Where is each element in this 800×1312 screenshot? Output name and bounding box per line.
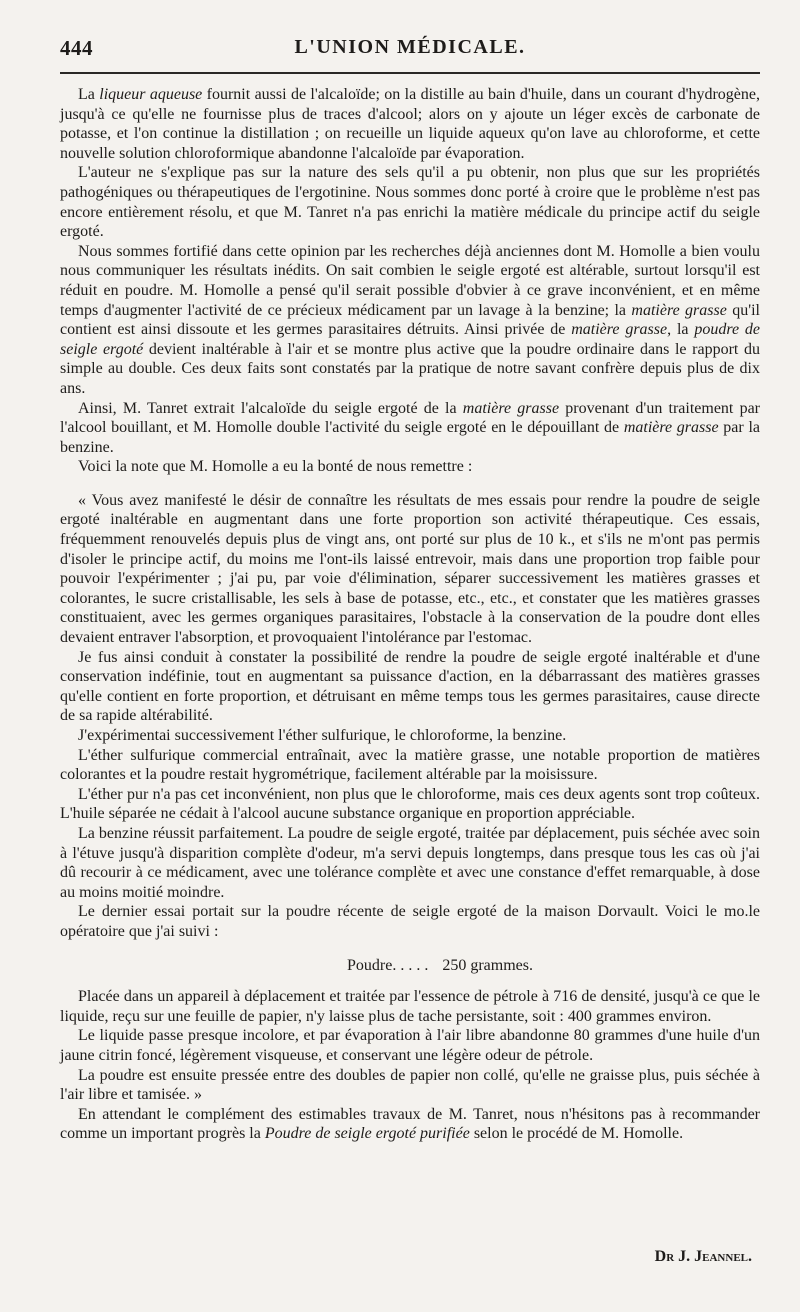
quoted-paragraph: Je fus ainsi conduit à constater la possibilité de rendre la poudre de seigle ergoté inaltérable et d'une conservation indéfinie, tout en augmentant sa puissance d'action, en la débarrassant des matières grasses qu'elle contient en forte proportion, et détruisant en même temps tous les germes parasitaires, cause directe de sa rapide altérabilité. bbox=[60, 648, 760, 725]
running-header bbox=[60, 36, 760, 66]
article-body bbox=[60, 85, 760, 1144]
formula-quantity: 250 grammes. bbox=[442, 956, 533, 974]
formula-label: Poudre bbox=[347, 956, 393, 974]
quoted-paragraph: Placée dans un appareil à déplacement et traitée par l'essence de pétrole à 716 de densité, jusqu'à ce que le liquide, reçu sur une feuille de papier, n'y laisse plus de tache persistante, soit : 400 grammes environ. bbox=[60, 988, 760, 1025]
quoted-paragraph: « Vous avez manifesté le désir de connaître les résultats de mes essais pour rendre la poudre de seigle ergoté inaltérable en augmentant dans une forte proportion son activité thérapeutique. Ces essais, fréquemment renouvelés depuis plus de vingt ans, ont porté sur plus de 10 k., et s'ils ne m'ont pas permis d'isoler le principe actif, du moins me l'ont-ils laissé entrevoir, mais dans une proportion trop faible pour pouvoir l'expérimenter ; j'ai pu, par voie d'élimination, séparer successivement les matières grasses et colorantes, le sucre cristallisable, les sels à base de potasse, etc., etc., et constater que les matières grasses constituaient, avec les germes organiques parasitaires, l'obstacle à la conservation de la poudre dont elles devaient entraver l'absorption, et provoquaient l'intolérance par l'estomac. bbox=[60, 491, 760, 647]
paragraph: L'auteur ne s'explique pas sur la nature des sels qu'il a pu obtenir, non plus que sur les propriétés pathogéniques ou thérapeutiques de l'ergotinine. Nous sommes donc porté à croire que le problème n'est pas encore entièrement résolu, et que M. Tanret n'a pas enrichi la matière médicale du principe actif du seigle ergoté. bbox=[60, 164, 760, 241]
paragraph: En attendant le complément des estimables travaux de M. Tanret, nous n'hésitons pas à recommander comme un important progrès la Poudre de seigle ergoté purifiée selon le procédé de M. Homolle. bbox=[60, 1105, 760, 1143]
paragraph: Nous sommes fortifié dans cette opinion par les recherches déjà anciennes dont M. Homolle a bien voulu nous communiquer les résultats inédits. On sait combien le seigle ergoté est altérable, surtout lorsqu'il est réduit en poudre. M. Homolle a pensé qu'il serait possible d'obvier à ce grave inconvénient, et en même temps d'augmenter l'activité de ce précieux médicament par un lavage à la benzine; la matière grasse qu'il contient est ainsi dissoute et les germes parasitaires détruits. Ainsi privée de matière grasse, la poudre de seigle ergoté devient inaltérable à l'air et se montre plus active que la poudre ordinaire dans le rapport du simple au double. Ces deux faits sont constatés par la pratique de notre savant confrère depuis plus de dix ans. bbox=[60, 242, 761, 397]
page-number: 444 bbox=[60, 36, 93, 60]
header-rule bbox=[60, 72, 760, 74]
quoted-paragraph: La benzine réussit parfaitement. La poudre de seigle ergoté, traitée par déplacement, puis séchée avec soin à l'étuve jusqu'à disparition complète d'odeur, m'a servi depuis longtemps, dans presque tous les cas où j'ai dû recourir à ce médicament, avec une tolérance complète et avec une constance d'effet remarquable, à dose au moins moitié moindre. bbox=[60, 824, 760, 901]
quoted-paragraph: J'expérimentai successivement l'éther sulfurique, le chloroforme, la benzine. bbox=[78, 727, 567, 744]
paragraph: Ainsi, M. Tanret extrait l'alcaloïde du seigle ergoté de la matière grasse provenant d'un traitement par l'alcool bouillant, et M. Homolle double l'activité du seigle ergoté en le dépouillant de matière grasse par la benzine. bbox=[60, 399, 761, 456]
formula-line bbox=[60, 956, 760, 976]
author-signature: Dr J. Jeannel. bbox=[654, 1248, 752, 1265]
quoted-paragraph: Le dernier essai portait sur la poudre récente de seigle ergoté de la maison Dorvault. Voici le mo.le opératoire que j'ai suivi : bbox=[60, 903, 760, 940]
quoted-paragraph: La poudre est ensuite pressée entre des doubles de papier non collé, qu'elle ne graisse plus, puis séchée à l'air libre et tamisée. » bbox=[60, 1066, 760, 1104]
quoted-paragraph: Le liquide passe presque incolore, et par évaporation à l'air libre abandonne 80 grammes d'une huile d'un jaune citrin foncé, légèrement visqueuse, et conservant une légère odeur de pétrole. bbox=[60, 1027, 760, 1064]
quoted-paragraph: L'éther sulfurique commercial entraînait, avec la matière grasse, une notable proportion de matières colorantes et la poudre restait hygrométrique, facilement altérable par la moisissure. bbox=[60, 746, 760, 784]
running-title: L'UNION MÉDICALE. bbox=[294, 36, 526, 58]
formula-dots: . . . . . bbox=[392, 956, 429, 974]
paragraph: Voici la note que M. Homolle a eu la bonté de nous remettre : bbox=[78, 458, 473, 476]
quoted-paragraph: L'éther pur n'a pas cet inconvénient, non plus que le chloroforme, mais ces deux agents sont trop coûteux. L'huile séparée ne cédait à l'alcool aucune substance organique en proportion appréciable. bbox=[60, 785, 760, 823]
paragraph: La liqueur aqueuse fournit aussi de l'alcaloïde; on la distille au bain d'huile, dans un courant d'hydrogène, jusqu'à ce qu'elle ne fournisse plus de traces d'alcool; alors on y ajoute un léger excès de carbonate de potasse, et l'on continue la distillation ; on recueille un liquide aqueux qu'on lave au chloroforme, et cette nouvelle solution chloroformique abandonne l'alcaloïde par évaporation. bbox=[60, 86, 760, 162]
